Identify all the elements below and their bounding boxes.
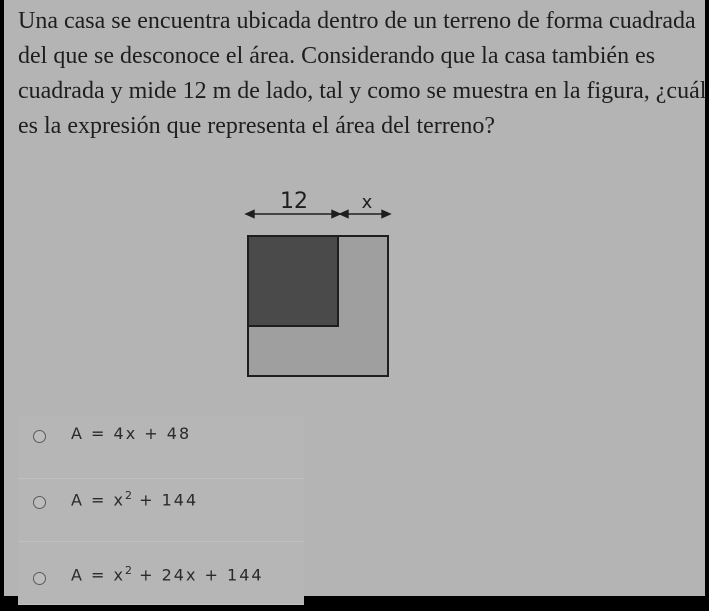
radio-button[interactable] [33,496,46,509]
formula-base: x [113,490,126,510]
formula-exponent: 2 [125,564,133,577]
question-panel [4,0,705,596]
arrowhead [246,211,254,218]
formula-lhs: A [71,424,84,443]
formula-rest: + 144 [139,490,199,510]
formula-base: x [113,565,126,585]
question-text: Una casa se encuentra ubicada dentro de un terreno de forma cuadrada del que se desconoce el área. Considerando que la casa también es cuadrada y mide 12 m de lado, tal y como se muestra en la figura, ¿cuál es la expresión que representa el área del terreno? [18,8,707,139]
radio-button[interactable] [33,572,46,585]
land-diagram [236,184,396,384]
answer-options [18,416,304,605]
option-2[interactable] [18,479,304,542]
formula-exponent: 2 [125,489,133,502]
option-formula [71,564,264,584]
formula-equals: = [91,490,107,510]
formula-rhs: 4x + 48 [113,424,192,443]
formula-rest: + 24x + 144 [139,565,264,585]
house-side-label: 12 [280,189,308,214]
option-formula [71,424,191,443]
option-3[interactable] [18,542,304,605]
arrowhead [340,211,348,218]
option-1[interactable] [18,416,304,479]
extra-side-label: x [361,192,373,213]
arrowhead [382,211,390,218]
radio-button[interactable] [33,430,46,443]
option-formula [71,489,198,509]
formula-lhs: A [71,490,84,510]
formula-equals: = [91,565,107,585]
house-square [248,236,338,326]
formula-equals: = [91,424,107,443]
formula-lhs: A [71,565,84,585]
